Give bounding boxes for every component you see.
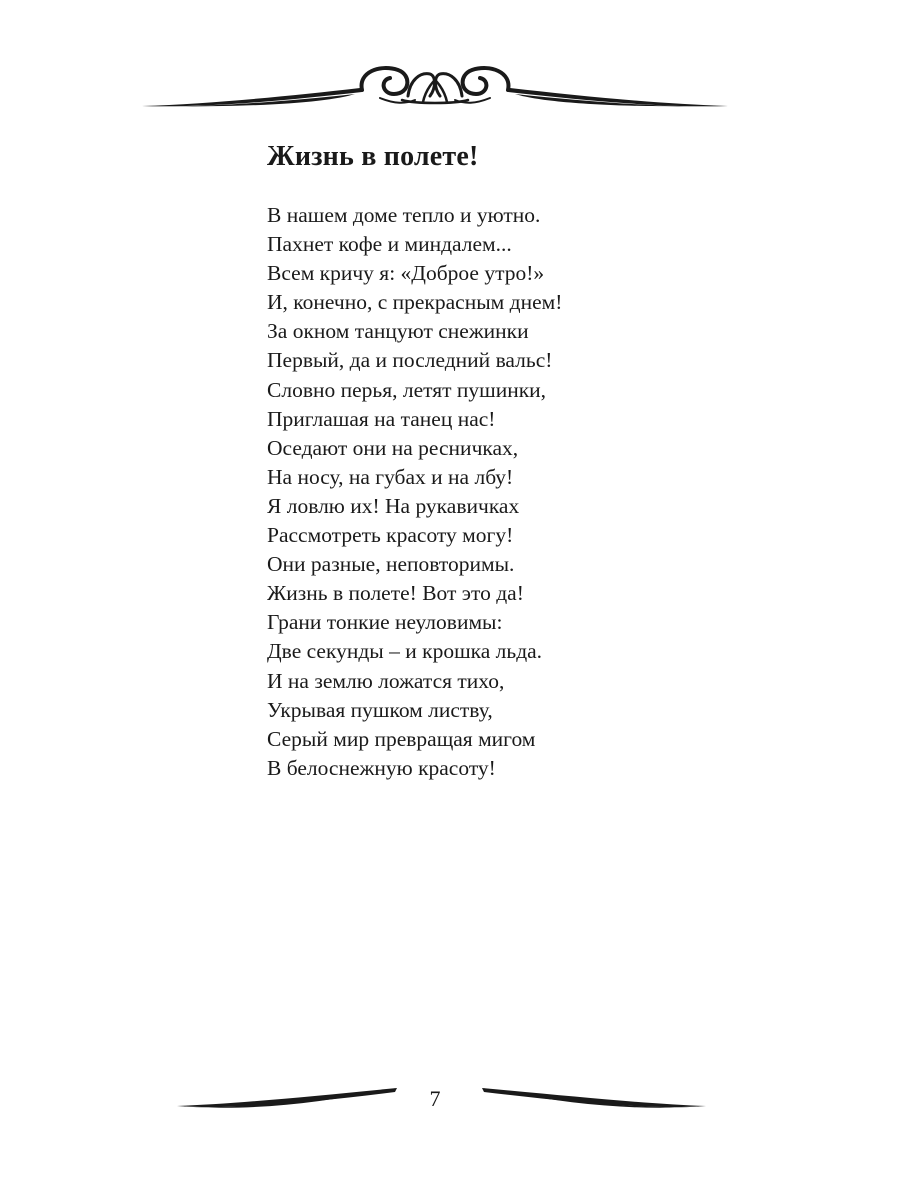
bottom-right-swash-ornament: [478, 1080, 708, 1116]
poem-line: Две секунды – и крошка льда.: [267, 639, 543, 664]
poem-line: Всем кричу я: «Доброе утро!»: [267, 261, 545, 286]
poem-line: Первый, да и последний вальс!: [267, 348, 553, 373]
bottom-left-swash-ornament: [175, 1080, 400, 1116]
poem-title: Жизнь в полете!: [267, 141, 479, 172]
poem-line: На носу, на губах и на лбу!: [267, 464, 514, 489]
poem-line: Жизнь в полете! Вот это да!: [267, 581, 524, 606]
poem-line: Словно перья, летят пушинки,: [267, 377, 547, 402]
poem-line: В нашем доме тепло и уютно.: [267, 203, 541, 227]
poem-line: Приглашая на танец нас!: [267, 406, 496, 431]
page-number: 7: [429, 1086, 441, 1111]
poem-line: За окном танцуют снежинки: [267, 319, 529, 344]
poem-line: Рассмотреть красоту могу!: [267, 523, 514, 548]
poem-line: Я ловлю их! На рукавичках: [267, 493, 520, 518]
poem-line: Укрывая пушком листву,: [267, 697, 493, 722]
poem-line: И, конечно, с прекрасным днем!: [267, 290, 563, 315]
poem-line: В белоснежную красоту!: [267, 755, 496, 780]
poem-line: Они разные, неповторимы.: [267, 552, 515, 577]
poem-line: Серый мир превращая мигом: [267, 726, 536, 751]
poem-line: Оседают они на ресничках,: [267, 435, 519, 460]
poem-line: Пахнет кофе и миндалем...: [267, 232, 512, 257]
poem-body: [267, 201, 562, 783]
top-flourish-ornament: [140, 58, 730, 118]
poem-line: Грани тонкие неуловимы:: [267, 610, 503, 635]
poem-line: И на землю ложатся тихо,: [267, 668, 505, 693]
